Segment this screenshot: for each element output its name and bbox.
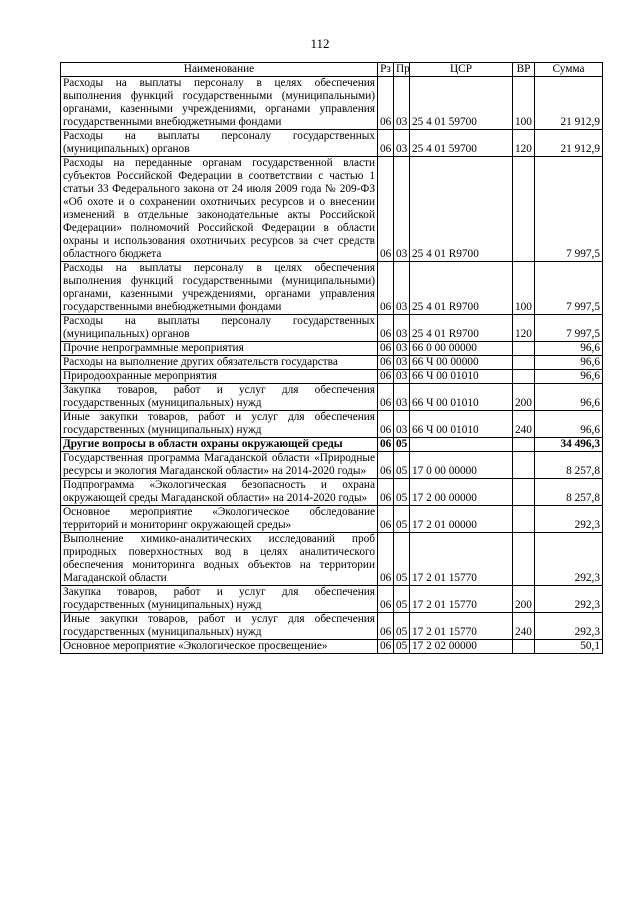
cell-name: Государственная программа Магаданской области «Природные ресурсы и экология Магаданской области» на 2014-2020 годы» bbox=[61, 452, 378, 479]
table-row bbox=[61, 613, 603, 640]
cell-csr: 17 2 01 15770 bbox=[410, 586, 513, 613]
cell-rz: 06 bbox=[378, 356, 394, 370]
cell-vr bbox=[513, 438, 535, 452]
page-number: 112 bbox=[310, 36, 330, 51]
cell-pr: 03 bbox=[394, 130, 410, 157]
cell-csr: 25 4 01 R9700 bbox=[410, 315, 513, 342]
cell-pr: 05 bbox=[394, 506, 410, 533]
table-body bbox=[61, 77, 603, 654]
cell-pr: 03 bbox=[394, 342, 410, 356]
table-row bbox=[61, 77, 603, 130]
cell-csr: 17 0 00 00000 bbox=[410, 452, 513, 479]
table-row bbox=[61, 342, 603, 356]
table-row bbox=[61, 586, 603, 613]
cell-csr: 25 4 01 59700 bbox=[410, 130, 513, 157]
table-row bbox=[61, 479, 603, 506]
cell-csr: 17 2 01 15770 bbox=[410, 533, 513, 586]
budget-table bbox=[60, 62, 603, 654]
cell-csr: 66 Ч 00 01010 bbox=[410, 384, 513, 411]
cell-pr: 03 bbox=[394, 77, 410, 130]
header-pr: Пр bbox=[394, 63, 410, 77]
table-row bbox=[61, 506, 603, 533]
cell-name: Закупка товаров, работ и услуг для обеспечения государственных (муниципальных) нужд bbox=[61, 384, 378, 411]
cell-name: Основное мероприятие «Экологическое обследование территорий и мониторинг окружающей среды» bbox=[61, 506, 378, 533]
cell-csr: 66 Ч 00 00000 bbox=[410, 356, 513, 370]
cell-sum: 7 997,5 bbox=[535, 262, 603, 315]
cell-sum: 292,3 bbox=[535, 506, 603, 533]
cell-name: Подпрограмма «Экологическая безопасность и охрана окружающей среды Магаданской области» на 2014-2020 годы» bbox=[61, 479, 378, 506]
cell-pr: 03 bbox=[394, 411, 410, 438]
cell-sum: 21 912,9 bbox=[535, 130, 603, 157]
cell-vr bbox=[513, 356, 535, 370]
table-row bbox=[61, 157, 603, 262]
cell-rz: 06 bbox=[378, 262, 394, 315]
cell-sum: 96,6 bbox=[535, 411, 603, 438]
cell-pr: 05 bbox=[394, 533, 410, 586]
cell-sum: 7 997,5 bbox=[535, 315, 603, 342]
cell-sum: 292,3 bbox=[535, 613, 603, 640]
cell-rz: 06 bbox=[378, 342, 394, 356]
header-csr: ЦСР bbox=[410, 63, 513, 77]
cell-pr: 05 bbox=[394, 452, 410, 479]
cell-vr: 120 bbox=[513, 315, 535, 342]
cell-sum: 292,3 bbox=[535, 586, 603, 613]
cell-rz: 06 bbox=[378, 384, 394, 411]
cell-name: Основное мероприятие «Экологическое просвещение» bbox=[61, 640, 378, 654]
table-row bbox=[61, 533, 603, 586]
cell-pr: 05 bbox=[394, 438, 410, 452]
cell-vr bbox=[513, 157, 535, 262]
cell-csr: 17 2 01 00000 bbox=[410, 506, 513, 533]
table-row bbox=[61, 262, 603, 315]
cell-sum: 96,6 bbox=[535, 370, 603, 384]
cell-name: Иные закупки товаров, работ и услуг для обеспечения государственных (муниципальных) нужд bbox=[61, 411, 378, 438]
cell-name: Другие вопросы в области охраны окружающей среды bbox=[61, 438, 378, 452]
cell-vr bbox=[513, 533, 535, 586]
cell-pr: 03 bbox=[394, 157, 410, 262]
cell-pr: 03 bbox=[394, 356, 410, 370]
cell-csr: 66 Ч 00 01010 bbox=[410, 411, 513, 438]
cell-sum: 8 257,8 bbox=[535, 452, 603, 479]
table-row bbox=[61, 370, 603, 384]
table-row bbox=[61, 315, 603, 342]
table-row bbox=[61, 384, 603, 411]
cell-rz: 06 bbox=[378, 370, 394, 384]
cell-name: Расходы на переданные органам государственной власти субъектов Российской Федерации в соответствии с частью 1 статьи 33 Федерального закона от 24 июля 2009 года № 209-ФЗ «Об охоте и о сохранении охотничьих ресурсов и о внесении изменений в отдельные законодательные акты Российской Федерации» полномочий Российской Федерации в области охраны и использования охотничьих ресурсов за счет средств областного бюджета bbox=[61, 157, 378, 262]
cell-sum: 96,6 bbox=[535, 356, 603, 370]
cell-name: Природоохранные мероприятия bbox=[61, 370, 378, 384]
header-vr: ВР bbox=[513, 63, 535, 77]
cell-name: Расходы на выплаты персоналу государственных (муниципальных) органов bbox=[61, 315, 378, 342]
header-rz: Рз bbox=[378, 63, 394, 77]
cell-sum: 8 257,8 bbox=[535, 479, 603, 506]
cell-name: Прочие непрограммные мероприятия bbox=[61, 342, 378, 356]
cell-sum: 21 912,9 bbox=[535, 77, 603, 130]
cell-rz: 06 bbox=[378, 613, 394, 640]
cell-rz: 06 bbox=[378, 586, 394, 613]
cell-vr bbox=[513, 342, 535, 356]
table-row bbox=[61, 438, 603, 452]
cell-vr: 240 bbox=[513, 411, 535, 438]
cell-rz: 06 bbox=[378, 411, 394, 438]
cell-name: Расходы на выполнение других обязательств государства bbox=[61, 356, 378, 370]
cell-rz: 06 bbox=[378, 479, 394, 506]
cell-pr: 03 bbox=[394, 370, 410, 384]
cell-vr: 100 bbox=[513, 262, 535, 315]
table-row bbox=[61, 356, 603, 370]
cell-vr bbox=[513, 370, 535, 384]
cell-sum: 50,1 bbox=[535, 640, 603, 654]
cell-rz: 06 bbox=[378, 130, 394, 157]
cell-vr: 100 bbox=[513, 77, 535, 130]
cell-pr: 05 bbox=[394, 479, 410, 506]
cell-sum: 34 496,3 bbox=[535, 438, 603, 452]
cell-name: Иные закупки товаров, работ и услуг для обеспечения государственных (муниципальных) нужд bbox=[61, 613, 378, 640]
cell-vr bbox=[513, 452, 535, 479]
header-sum: Сумма bbox=[535, 63, 603, 77]
cell-name: Выполнение химико-аналитических исследований проб природных поверхностных вод в целях аналитического обеспечения мониторинга водных объектов на территории Магаданской области bbox=[61, 533, 378, 586]
table-row bbox=[61, 640, 603, 654]
cell-pr: 03 bbox=[394, 262, 410, 315]
cell-csr: 25 4 01 R9700 bbox=[410, 157, 513, 262]
cell-sum: 7 997,5 bbox=[535, 157, 603, 262]
cell-sum: 96,6 bbox=[535, 384, 603, 411]
cell-vr: 200 bbox=[513, 586, 535, 613]
cell-vr: 120 bbox=[513, 130, 535, 157]
cell-vr bbox=[513, 479, 535, 506]
cell-pr: 05 bbox=[394, 586, 410, 613]
cell-pr: 05 bbox=[394, 613, 410, 640]
table-row bbox=[61, 452, 603, 479]
table-header-row bbox=[61, 63, 603, 77]
table-row bbox=[61, 130, 603, 157]
header-name: Наименование bbox=[61, 63, 378, 77]
cell-rz: 06 bbox=[378, 452, 394, 479]
cell-csr: 17 2 01 15770 bbox=[410, 613, 513, 640]
cell-sum: 292,3 bbox=[535, 533, 603, 586]
cell-csr: 25 4 01 59700 bbox=[410, 77, 513, 130]
cell-pr: 05 bbox=[394, 640, 410, 654]
cell-rz: 06 bbox=[378, 533, 394, 586]
cell-rz: 06 bbox=[378, 640, 394, 654]
cell-csr: 66 0 00 00000 bbox=[410, 342, 513, 356]
cell-pr: 03 bbox=[394, 384, 410, 411]
cell-sum: 96,6 bbox=[535, 342, 603, 356]
cell-rz: 06 bbox=[378, 506, 394, 533]
table-row bbox=[61, 411, 603, 438]
cell-vr bbox=[513, 506, 535, 533]
cell-csr: 66 Ч 00 01010 bbox=[410, 370, 513, 384]
cell-pr: 03 bbox=[394, 315, 410, 342]
cell-csr bbox=[410, 438, 513, 452]
cell-vr bbox=[513, 640, 535, 654]
cell-rz: 06 bbox=[378, 77, 394, 130]
cell-rz: 06 bbox=[378, 315, 394, 342]
cell-vr: 200 bbox=[513, 384, 535, 411]
cell-vr: 240 bbox=[513, 613, 535, 640]
cell-csr: 17 2 00 00000 bbox=[410, 479, 513, 506]
cell-name: Закупка товаров, работ и услуг для обеспечения государственных (муниципальных) нужд bbox=[61, 586, 378, 613]
cell-rz: 06 bbox=[378, 157, 394, 262]
cell-csr: 17 2 02 00000 bbox=[410, 640, 513, 654]
cell-name: Расходы на выплаты персоналу в целях обеспечения выполнения функций государственными (муниципальными) органами, казенными учреждениями, органами управления государственными внебюджетными фондами bbox=[61, 77, 378, 130]
cell-rz: 06 bbox=[378, 438, 394, 452]
cell-csr: 25 4 01 R9700 bbox=[410, 262, 513, 315]
cell-name: Расходы на выплаты персоналу государственных (муниципальных) органов bbox=[61, 130, 378, 157]
cell-name: Расходы на выплаты персоналу в целях обеспечения выполнения функций государственными (муниципальными) органами, казенными учреждениями, органами управления государственными внебюджетными фондами bbox=[61, 262, 378, 315]
